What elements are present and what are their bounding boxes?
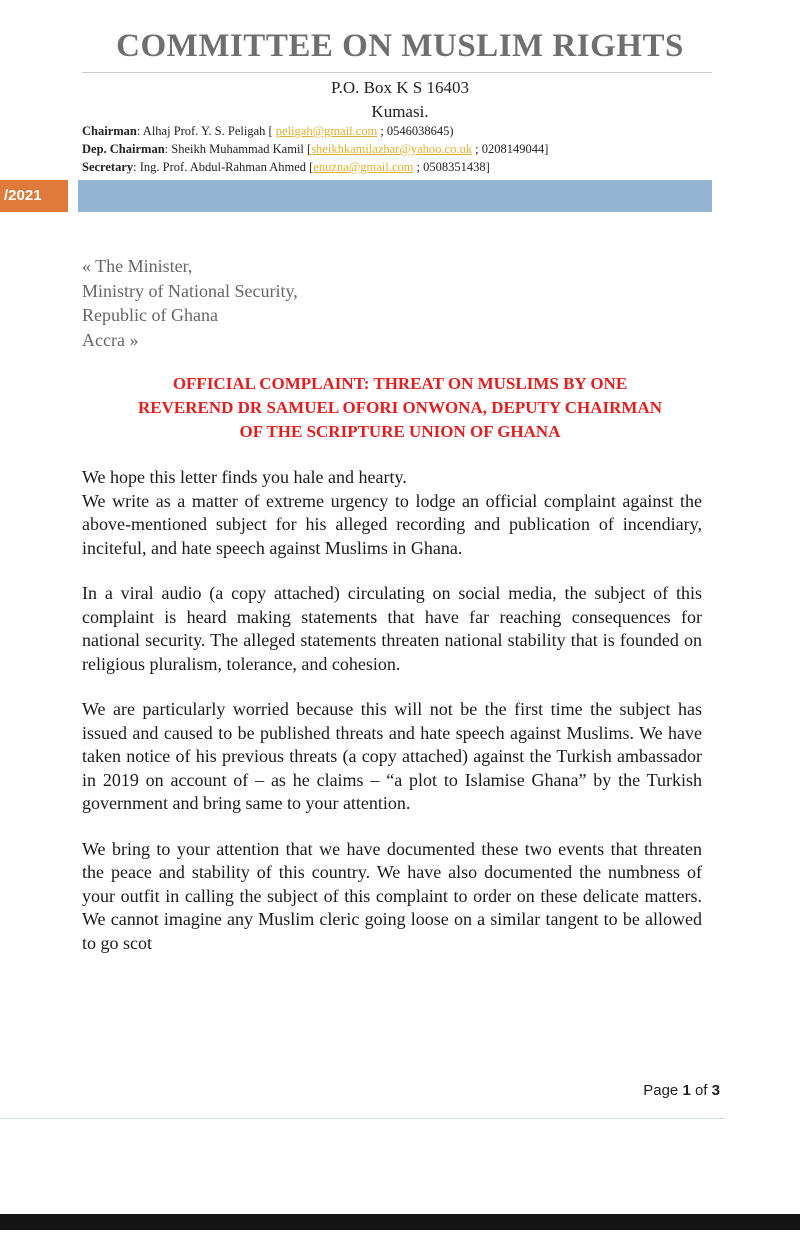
header-blue-bar	[78, 180, 712, 212]
officer-phone: ; 0546038645)	[380, 124, 454, 138]
committee-title: COMMITTEE ON MUSLIM RIGHTS	[116, 28, 684, 64]
page-word: Page	[643, 1082, 679, 1099]
subject-heading	[80, 372, 720, 444]
recipient-line: Ministry of National Security,	[82, 280, 298, 301]
officer-secretary: Secretary: Ing. Prof. Abdul-Rahman Ahmed [enuzna@gmail.com ; 0508351438]	[82, 160, 490, 174]
address-line-2: Kumasi.	[371, 102, 429, 121]
of-word: of	[694, 1082, 708, 1099]
recipient-line: « The Minister,	[82, 256, 193, 276]
officer-email-link[interactable]: sheikhkamilazhar@yahoo.co.uk	[311, 142, 472, 156]
body-paragraph: We bring to your attention that we have documented these two events that threaten the peace and stability of this country. We have also documented the numbness of your outfit in calling the subject of this complaint to order on these delicate matters. We cannot imagine any Muslim cleric going loose on a similar tangent to be allowed to go scot	[82, 838, 702, 953]
officer-name: Ing. Prof. Abdul-Rahman Ahmed [	[139, 160, 314, 174]
body-paragraph: In a viral audio (a copy attached) circulating on social media, the subject of this complaint is heard making statements that have far reaching consequences for national security. The alleged statements threaten national stability that is founded on religious pluralism, tolerance, and cohesion.	[82, 583, 702, 674]
letter-body	[82, 466, 702, 977]
officer-name: Sheikh Muhammad Kamil [	[171, 142, 312, 156]
recipient-block	[82, 254, 298, 352]
date-tab: /2021	[0, 180, 68, 212]
officer-email-link[interactable]: peligah@gmail.com	[275, 124, 378, 138]
address-line-1: P.O. Box K S 16403	[331, 78, 469, 97]
title-divider	[82, 72, 712, 73]
recipient-line: Accra »	[82, 329, 139, 350]
page-current: 1	[682, 1082, 691, 1099]
officer-role: Secretary	[82, 160, 134, 174]
officer-role: Chairman	[82, 124, 137, 138]
officer-name: Alhaj Prof. Y. S. Peligah [	[142, 124, 273, 138]
footer-divider	[0, 1118, 725, 1119]
subject-line: REVEREND DR SAMUEL OFORI ONWONA, DEPUTY CHAIRMAN	[137, 398, 663, 417]
body-paragraph: We write as a matter of extreme urgency to lodge an official complaint against the above-mentioned subject for his alleged recording and publication of incendiary, inciteful, and hate speech against Muslims in Ghana.	[82, 490, 702, 558]
page-total: 3	[711, 1082, 720, 1099]
page-number	[643, 1082, 720, 1099]
subject-line: OFFICIAL COMPLAINT: THREAT ON MUSLIMS BY ONE	[172, 374, 628, 393]
body-paragraph: We hope this letter finds you hale and hearty.	[82, 467, 407, 487]
officer-phone: ; 0208149044]	[475, 142, 549, 156]
officer-phone: ; 0508351438]	[416, 160, 490, 174]
subject-line: OF THE SCRIPTURE UNION OF GHANA	[239, 422, 561, 441]
officer-chairman: Chairman: Alhaj Prof. Y. S. Peligah [ peligah@gmail.com ; 0546038645)	[82, 124, 454, 138]
officer-role: Dep. Chairman	[82, 142, 165, 156]
officer-email-link[interactable]: enuzna@gmail.com	[313, 160, 414, 174]
body-paragraph: We are particularly worried because this will not be the first time the subject has issued and caused to be published threats and hate speech against Muslims. We have taken notice of his previous threats (a copy attached) against the Turkish ambassador in 2019 on account of – as he claims – “a plot to Islamise Ghana” by the Turkish government and bring same to your attention.	[82, 699, 702, 813]
bottom-bar	[0, 1214, 800, 1230]
officer-dep-chairman: Dep. Chairman: Sheikh Muhammad Kamil [sheikhkamilazhar@yahoo.co.uk ; 0208149044]	[82, 142, 549, 156]
recipient-line: Republic of Ghana	[82, 305, 218, 325]
